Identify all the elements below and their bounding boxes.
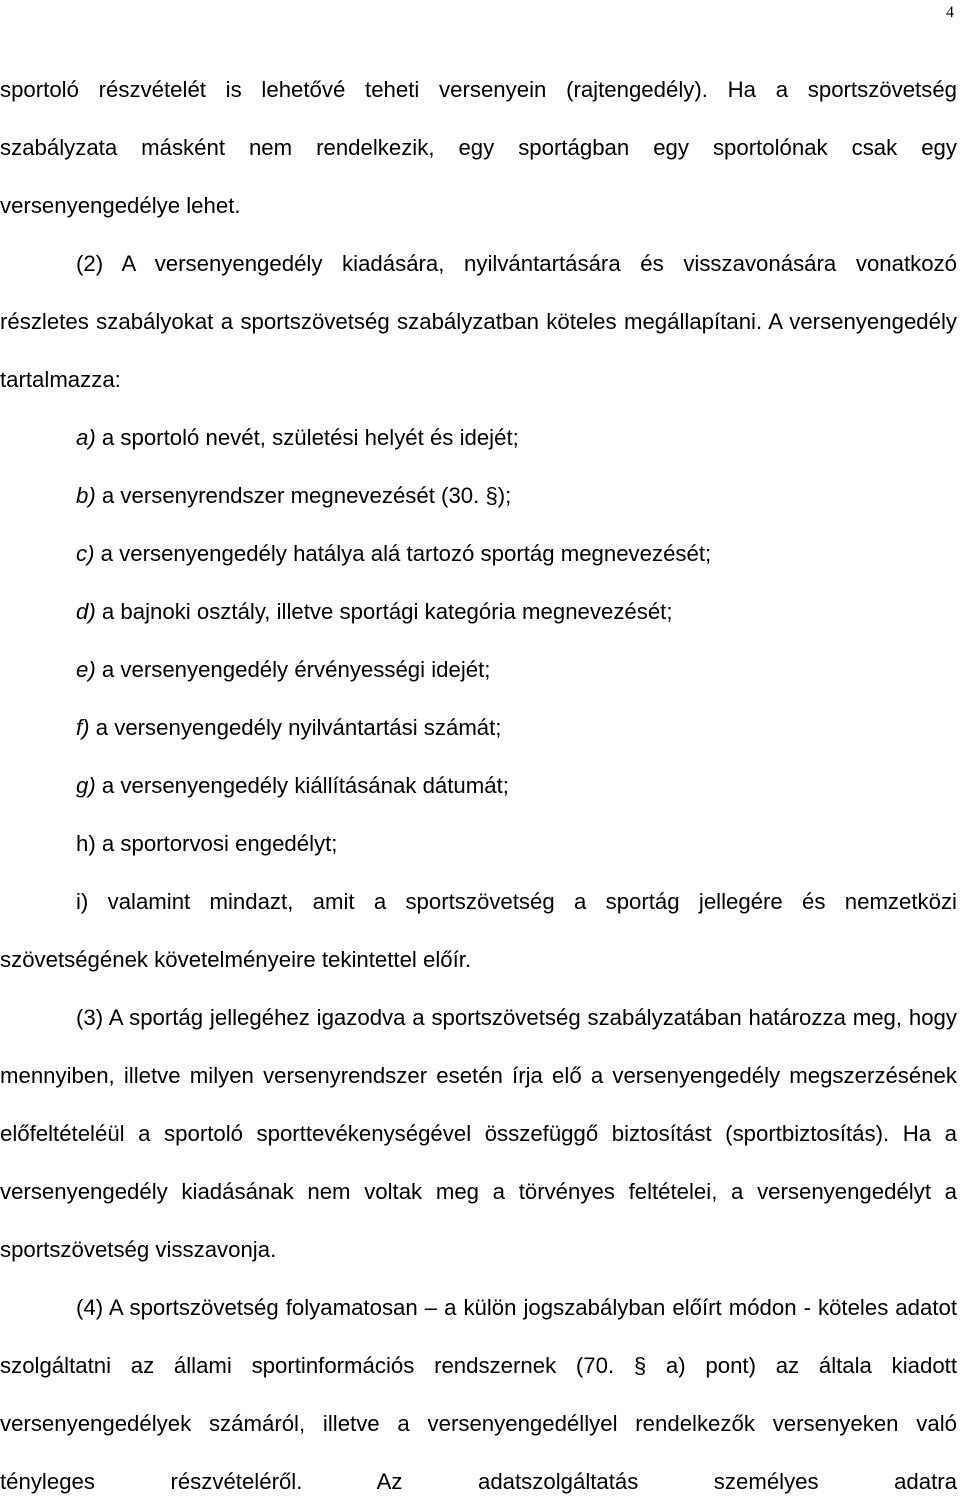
document-body [0,61,957,1511]
item-text: a versenyengedély hatálya alá tartozó sportág megnevezését; [94,541,712,566]
list-item-i: i) valamint mindazt, amit a sportszövetség a sportág jellegére és nemzetközi szövetségének követelményeire tekintettel előír. [0,889,957,972]
page-number: 4 [946,4,954,21]
item-text: a versenyengedély érvényességi idejét; [95,657,491,682]
list-item [0,583,957,641]
item-text: a bajnoki osztály, illetve sportági kategória megnevezését; [95,599,673,624]
list-item [0,699,957,757]
item-text: a versenyengedély kiállításának dátumát; [95,773,509,798]
item-list [0,409,957,989]
item-marker: a) [76,425,96,450]
paragraph-4: (4) A sportszövetség folyamatosan – a külön jogszabályban előírt módon - köteles adatot szolgáltatni az állami sportinformációs rendszernek (70. § a) pont) az általa kiadott versenyengedélyek számáról, illetve a versenyengedéllyel rendelkezők versenyeken való tényleges részvételéről. Az adatszolgáltatás személyes adatra [0,1295,957,1494]
item-marker: d) [76,599,96,624]
intro-paragraph: sportoló részvételét is lehetővé teheti versenyein (rajtengedély). Ha a sportszövetség szabályzata másként nem rendelkezik, egy sportágban egy sportolónak csak egy versenyengedélye lehet. [0,77,957,218]
item-text: a sportoló nevét, születési helyét és idejét; [95,425,519,450]
list-item [0,757,957,815]
list-item [0,409,957,467]
list-item [0,641,957,699]
item-marker: e) [76,657,96,682]
item-text: a versenyrendszer megnevezését (30. §); [95,483,512,508]
list-item [0,467,957,525]
list-item-h: h) a sportorvosi engedélyt; [76,831,338,856]
item-text: a versenyengedély nyilvántartási számát; [89,715,502,740]
item-marker: g) [76,773,96,798]
list-item [0,525,957,583]
item-marker: f) [76,715,90,740]
paragraph-2: (2) A versenyengedély kiadására, nyilvántartására és visszavonására vonatkozó részletes szabályokat a sportszövetség szabályzatban köteles megállapítani. A versenyengedély tartalmazza: [0,251,957,392]
paragraph-3: (3) A sportág jellegéhez igazodva a sportszövetség szabályzatában határozza meg, hogy mennyiben, illetve milyen versenyrendszer esetén írja elő a versenyengedély megszerzésének előfeltételéül a sportoló sporttevékenységével összefüggő biztosítást (sportbiztosítás). Ha a versenyengedély kiadásának nem voltak meg a törvényes feltételei, a versenyengedélyt a sportszövetség visszavonja. [0,1005,957,1262]
item-marker: c) [76,541,95,566]
item-marker: b) [76,483,96,508]
